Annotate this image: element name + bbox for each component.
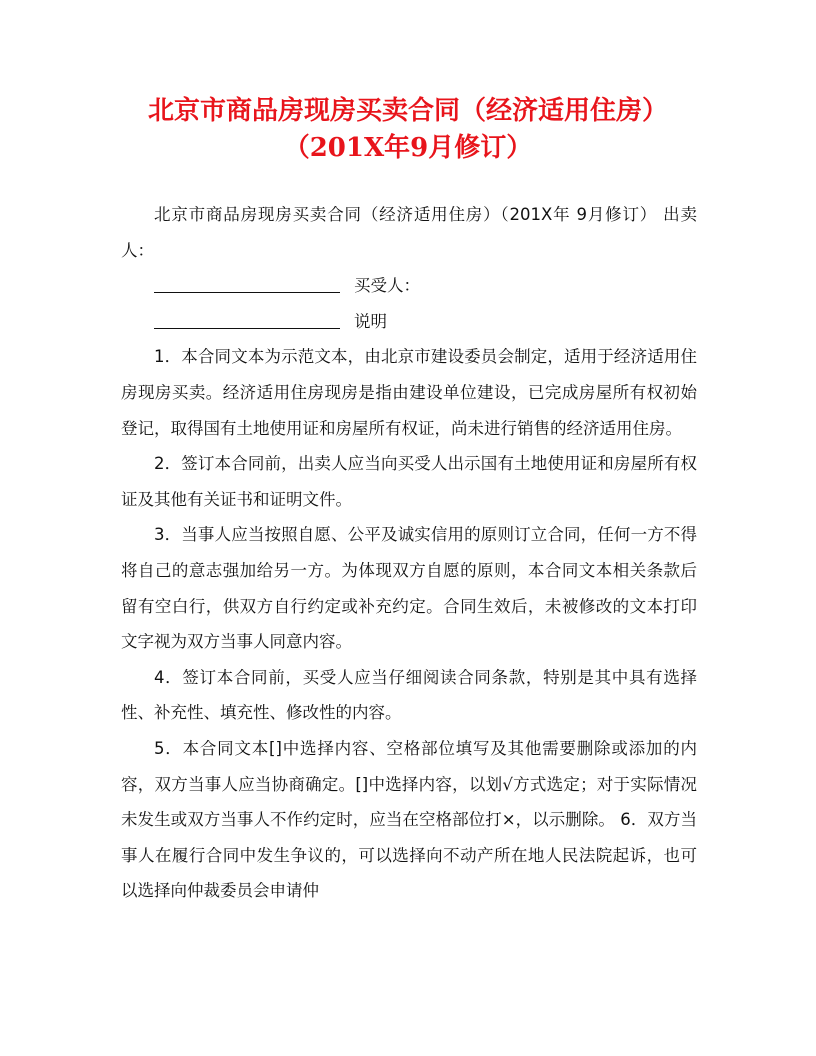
notes-line <box>121 304 697 340</box>
document-subtitle: （201X年9月修订） <box>283 133 533 163</box>
notes-label: 说明 <box>354 311 387 331</box>
paragraph-4: 4．签订本合同前，买受人应当仔细阅读合同条款，特别是其中具有选择性、补充性、填充性、修改性的内容。 <box>121 667 697 723</box>
document-body <box>121 197 697 909</box>
buyer-line <box>121 268 697 304</box>
buyer-blank-field <box>154 308 340 329</box>
paragraph-5: 5．本合同文本[]中选择内容、空格部位填写及其他需要删除或添加的内容，双方当事人应当协商确定。[]中选择内容，以划√方式选定；对于实际情况未发生或双方当事人不作约定时，应当在空格部位打×，以示删除。 6．双方当事人在履行合同中发生争议的，可以选择向不动产所在地人民法院起诉，也可以选择向仲裁委员会申请仲 <box>121 738 697 901</box>
intro-paragraph: 北京市商品房现房买卖合同（经济适用住房）（201X年 9月修订） 出卖人： <box>121 205 697 260</box>
paragraph-2: 2．签订本合同前，出卖人应当向买受人出示国有土地使用证和房屋所有权证及其他有关证书和证明文件。 <box>121 454 697 509</box>
buyer-label: 买受人： <box>354 276 420 296</box>
seller-blank-field <box>154 272 340 293</box>
paragraph-1: 1．本合同文本为示范文本，由北京市建设委员会制定，适用于经济适用住房现房买卖。经济适用住房现房是指由建设单位建设，已完成房屋所有权初始登记，取得国有土地使用证和房屋所有权证，尚未进行销售的经济适用住房。 <box>121 347 697 438</box>
document-title: 北京市商品房现房买卖合同（经济适用住房） <box>147 96 668 126</box>
paragraph-3: 3．当事人应当按照自愿、公平及诚实信用的原则订立合同，任何一方不得将自己的意志强加给另一方。为体现双方自愿的原则，本合同文本相关条款后留有空白行，供双方自行约定或补充约定。合同生效后，未被修改的文本打印文字视为双方当事人同意内容。 <box>121 525 697 652</box>
